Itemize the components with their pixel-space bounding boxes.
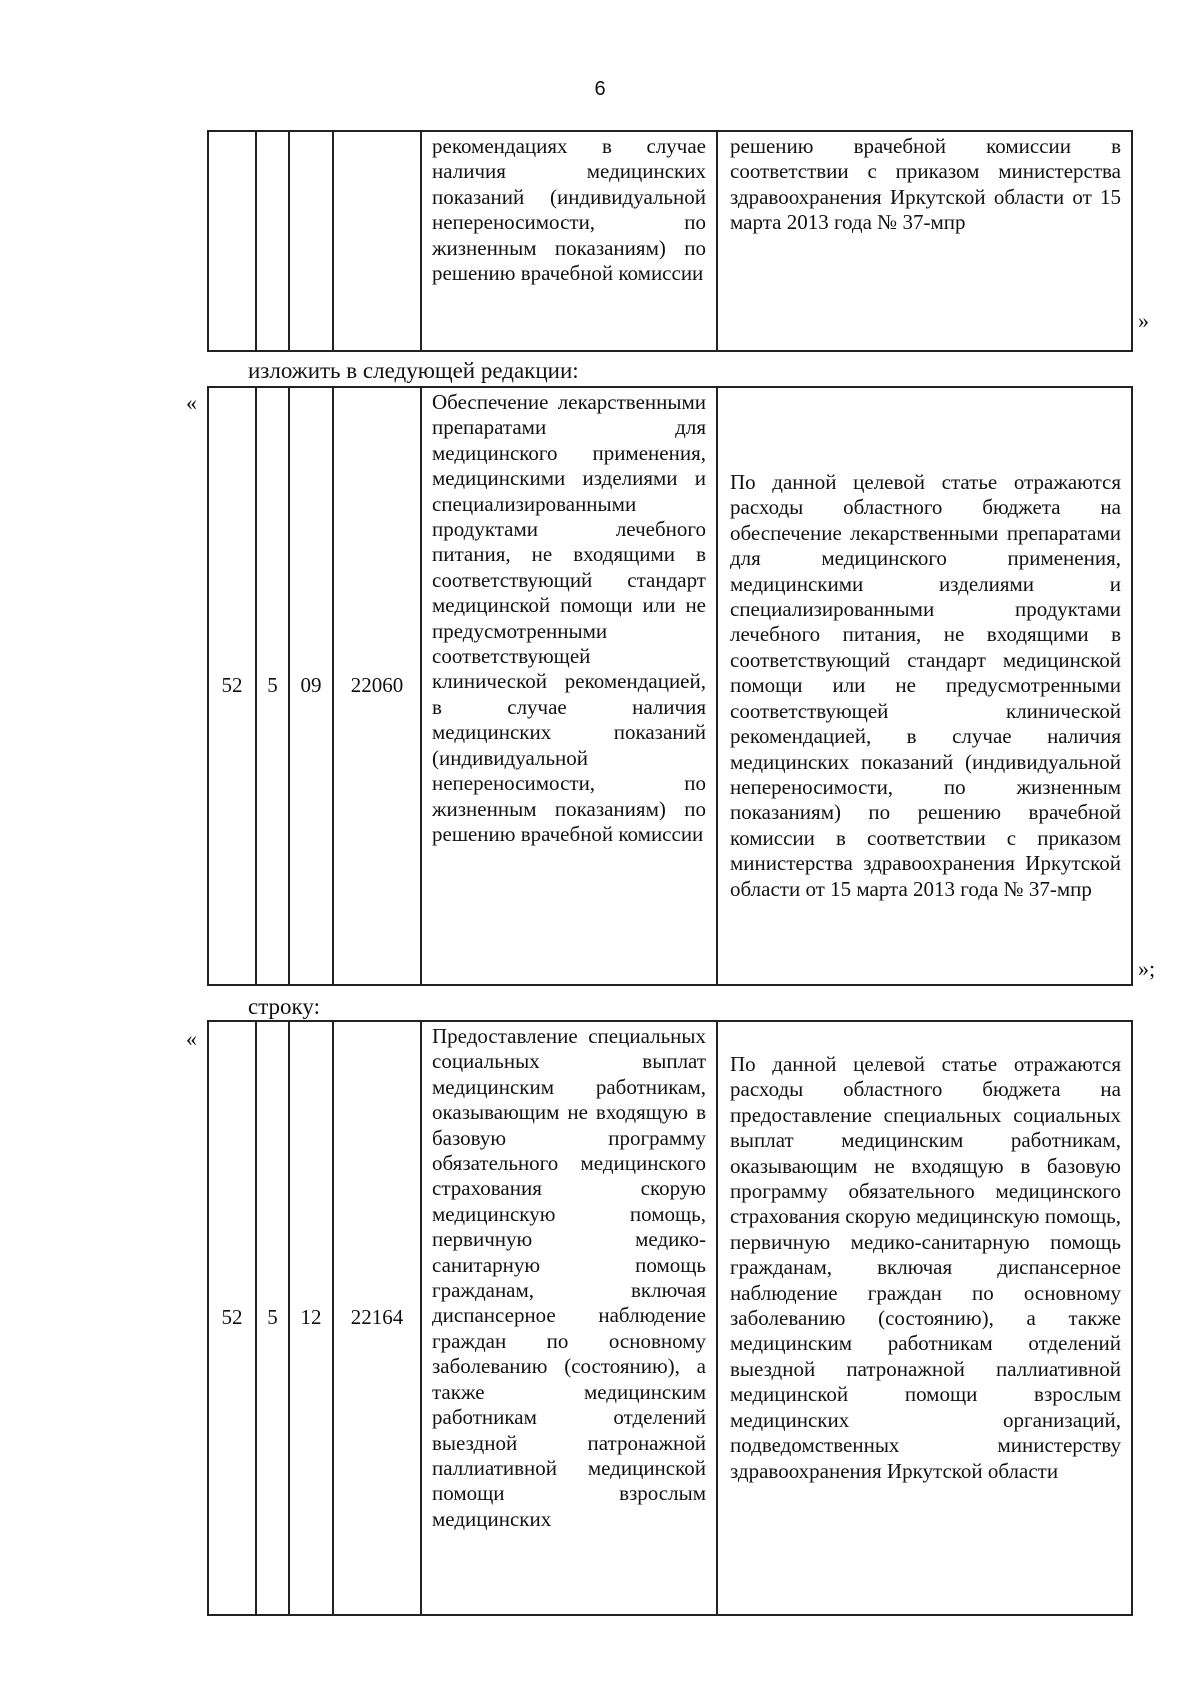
target-article-name: Обеспечение лекарственными препаратами для медицинского применения, медицинскими изделиями и специализированными продуктами лечебного питания, не входящими в соответствующий стандарт медицинской помощи или не предусмотренными соответствующей клинической рекомендацией, в случае наличия медицинских показаний (индивидуальной непереносимости, по жизненным показаниям) по решению врачебной комиссии bbox=[421, 387, 717, 985]
table-row bbox=[208, 1021, 1132, 1615]
closing-quote: » bbox=[1138, 308, 1149, 333]
budget-table-current-row bbox=[207, 1020, 1133, 1616]
table-row bbox=[208, 131, 1132, 351]
instruction-caption: строку: bbox=[248, 994, 320, 1019]
code-program bbox=[208, 131, 256, 351]
code-program: 52 bbox=[208, 387, 256, 985]
instruction-caption: изложить в следующей редакции: bbox=[248, 358, 579, 383]
code-direction: 22060 bbox=[333, 387, 421, 985]
opening-quote: « bbox=[186, 390, 197, 415]
code-event bbox=[289, 131, 333, 351]
opening-quote: « bbox=[186, 1026, 197, 1051]
code-event: 12 bbox=[289, 1021, 333, 1615]
code-subprogram: 5 bbox=[256, 1021, 289, 1615]
code-event: 09 bbox=[289, 387, 333, 985]
target-article-description: решению врачебной комиссии в соответствии с приказом министерства здравоохранения Иркутской области от 15 марта 2013 года № 37-мпр bbox=[717, 131, 1132, 351]
code-direction: 22164 bbox=[333, 1021, 421, 1615]
target-article-description: По данной целевой статье отражаются расходы областного бюджета на обеспечение лекарственными препаратами для медицинского применения, медицинскими изделиями и специализированными продуктами лечебного питания, не входящими в соответствующий стандарт медицинской помощи или не предусмотренными соответствующей клинической рекомендацией, в случае наличия медицинских показаний (индивидуальной непереносимости, по жизненным показаниям) по решению врачебной комиссии в соответствии с приказом министерства здравоохранения Иркутской области от 15 марта 2013 года № 37-мпр bbox=[717, 387, 1132, 985]
target-article-description: По данной целевой статье отражаются расходы областного бюджета на предоставление специальных социальных выплат медицинским работникам, оказывающим не входящую в базовую программу обязательного медицинского страхования скорую медицинскую помощь, первичную медико-санитарную помощь гражданам, включая диспансерное наблюдение граждан по основному заболеванию (состоянию), а также медицинским работникам отделений выездной патронажной паллиативной медицинской помощи взрослым медицинских организаций, подведомственных министерству здравоохранения Иркутской области bbox=[717, 1021, 1132, 1615]
code-subprogram bbox=[256, 131, 289, 351]
budget-table-previous-row bbox=[207, 130, 1133, 352]
budget-table-new-row bbox=[207, 386, 1133, 986]
target-article-name: Предоставление специальных социальных выплат медицинским работникам, оказывающим не входящую в базовую программу обязательного медицинского страхования скорую медицинскую помощь, первичную медико-санитарную помощь гражданам, включая диспансерное наблюдение граждан по основному заболеванию (состоянию), а также медицинским работникам отделений выездной патронажной паллиативной медицинской помощи взрослым медицинских bbox=[421, 1021, 717, 1615]
table-row bbox=[208, 387, 1132, 985]
target-article-name: рекомендациях в случае наличия медицинских показаний (индивидуальной непереносимости, по жизненным показаниям) по решению врачебной комиссии bbox=[421, 131, 717, 351]
code-program: 52 bbox=[208, 1021, 256, 1615]
page-number: 6 bbox=[594, 78, 606, 100]
closing-quote: »; bbox=[1138, 956, 1156, 981]
code-subprogram: 5 bbox=[256, 387, 289, 985]
code-direction bbox=[333, 131, 421, 351]
